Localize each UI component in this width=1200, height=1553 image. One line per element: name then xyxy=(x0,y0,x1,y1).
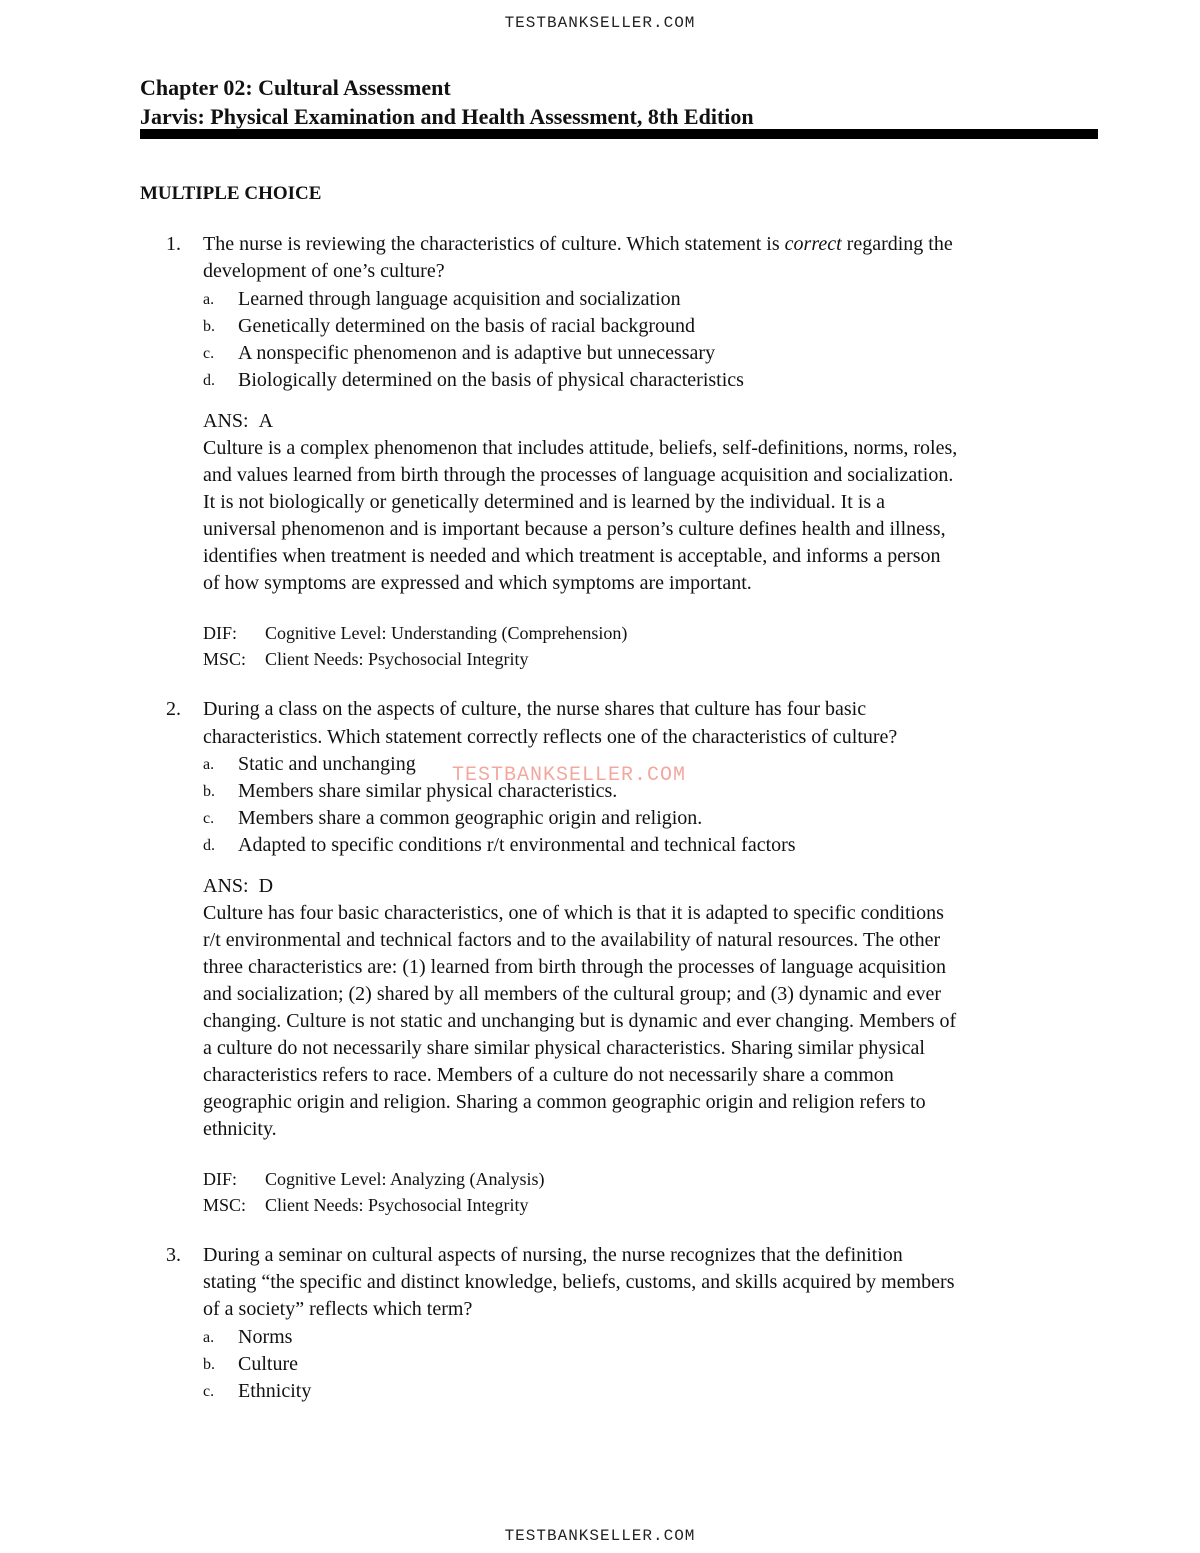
rationale-line: a culture do not necessarily share similar physical characteristics. Sharing similar physical xyxy=(203,1037,925,1059)
rationale-line: identifies when treatment is needed and which treatment is acceptable, and informs a person xyxy=(203,545,941,567)
option-letter: b. xyxy=(203,783,215,800)
book-title: Jarvis: Physical Examination and Health Assessment, 8th Edition xyxy=(140,104,754,129)
option-text: Static and unchanging xyxy=(238,753,416,775)
option-letter: d. xyxy=(203,372,215,389)
rationale-line: characteristics refers to race. Members of a culture do not necessarily share a common xyxy=(203,1064,894,1086)
answer-label: ANS: xyxy=(203,875,249,897)
question-stem xyxy=(203,233,953,256)
option-text: Adapted to specific conditions r/t environmental and technical factors xyxy=(238,834,796,856)
option-letter: c. xyxy=(203,810,215,827)
dif-value: Cognitive Level: Analyzing (Analysis) xyxy=(265,1169,545,1189)
option-text: Culture xyxy=(238,1353,298,1375)
question-stem: of a society” reflects which term? xyxy=(203,1298,473,1320)
rationale-line: It is not biologically or genetically determined and is learned by the individual. It is a xyxy=(203,491,886,513)
option-text: Norms xyxy=(238,1326,293,1348)
option-text: Members share similar physical characteristics. xyxy=(238,780,618,802)
option-letter: c. xyxy=(203,345,215,362)
stem-emphasis: correct xyxy=(784,233,842,255)
option-text: Learned through language acquisition and socialization xyxy=(238,288,681,310)
option-text: Members share a common geographic origin and religion. xyxy=(238,807,703,829)
option-letter: c. xyxy=(203,1383,215,1400)
rationale-line: Culture has four basic characteristics, one of which is that it is adapted to specific conditions xyxy=(203,902,944,924)
rationale-line: Culture is a complex phenomenon that includes attitude, beliefs, self-definitions, norms, roles, xyxy=(203,437,958,459)
msc-label: MSC: xyxy=(203,649,247,669)
rationale-line: of how symptoms are expressed and which symptoms are important. xyxy=(203,572,752,594)
msc-label: MSC: xyxy=(203,1195,247,1215)
question-stem: stating “the specific and distinct knowledge, beliefs, customs, and skills acquired by members xyxy=(203,1271,955,1293)
rationale-line: universal phenomenon and is important because a person’s culture defines health and illness, xyxy=(203,518,946,540)
option-letter: a. xyxy=(203,1329,215,1346)
answer xyxy=(203,875,273,898)
dif-value: Cognitive Level: Understanding (Comprehension) xyxy=(265,623,628,643)
question-number: 2. xyxy=(166,698,181,720)
rationale-line: geographic origin and religion. Sharing a common geographic origin and religion refers to xyxy=(203,1091,926,1113)
section-heading: MULTIPLE CHOICE xyxy=(140,183,322,204)
question-number: 1. xyxy=(166,233,181,255)
option-letter: a. xyxy=(203,291,215,308)
option-text: A nonspecific phenomenon and is adaptive but unnecessary xyxy=(238,342,716,364)
option-text: Genetically determined on the basis of racial background xyxy=(238,315,696,337)
answer xyxy=(203,410,273,433)
watermark: TESTBANKSELLER.COM xyxy=(452,764,687,787)
rationale-line: changing. Culture is not static and unchanging but is dynamic and ever changing. Members of xyxy=(203,1010,957,1032)
question-number: 3. xyxy=(166,1244,181,1266)
option-letter: a. xyxy=(203,756,215,773)
dif-label: DIF: xyxy=(203,1169,238,1189)
question-stem: characteristics. Which statement correctly reflects one of the characteristics of culture? xyxy=(203,726,898,748)
chapter-title: Chapter 02: Cultural Assessment xyxy=(140,75,451,100)
option-letter: d. xyxy=(203,837,215,854)
site-footer: TESTBANKSELLER.COM xyxy=(504,1527,696,1545)
answer-value: A xyxy=(258,410,274,432)
option-text: Ethnicity xyxy=(238,1380,312,1402)
option-letter: b. xyxy=(203,318,215,335)
dif-label: DIF: xyxy=(203,623,238,643)
question-stem: During a class on the aspects of culture, the nurse shares that culture has four basic xyxy=(203,698,867,720)
rationale-line: and values learned from birth through the processes of language acquisition and socialization. xyxy=(203,464,954,486)
question-stem: During a seminar on cultural aspects of nursing, the nurse recognizes that the definition xyxy=(203,1244,903,1266)
msc-value: Client Needs: Psychosocial Integrity xyxy=(265,1195,529,1215)
stem-text: regarding the xyxy=(841,233,953,255)
rationale-line: three characteristics are: (1) learned from birth through the processes of language acquisition xyxy=(203,956,947,978)
rationale-line: ethnicity. xyxy=(203,1118,277,1140)
stem-text: The nurse is reviewing the characteristics of culture. Which statement is xyxy=(203,233,785,255)
msc-value: Client Needs: Psychosocial Integrity xyxy=(265,649,529,669)
answer-label: ANS: xyxy=(203,410,249,432)
answer-value: D xyxy=(258,875,274,897)
rationale-line: and socialization; (2) shared by all members of the cultural group; and (3) dynamic and ever xyxy=(203,983,942,1005)
title-divider xyxy=(140,129,1098,139)
option-text: Biologically determined on the basis of physical characteristics xyxy=(238,369,744,391)
rationale-line: r/t environmental and technical factors and to the availability of natural resources. The other xyxy=(203,929,941,951)
question-stem: development of one’s culture? xyxy=(203,260,445,282)
site-header: TESTBANKSELLER.COM xyxy=(504,14,696,32)
option-letter: b. xyxy=(203,1356,215,1373)
